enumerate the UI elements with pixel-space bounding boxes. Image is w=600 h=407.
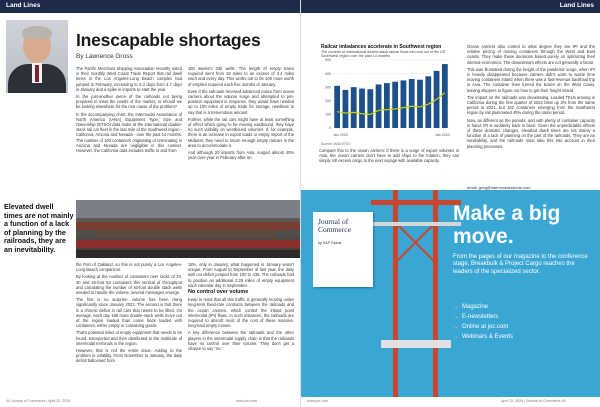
section-label-left: Land Lines: [6, 2, 41, 9]
paragraph: This was illustrated during the height of the pandemic surge, when IPI is heavily disappeared because carriers didn't want to waste time moving containers inland when there was a fast-revenue backhaul trip in Asia. The container lines turned the boxes on the West Coast, leaving shippers to figure out how to get their freight inland.: [467, 66, 595, 93]
arrow-icon: →: [453, 304, 459, 310]
footer-right: April 22, 2024 | Journal of Commerce 45: [501, 399, 566, 403]
article-headline: Inescapable shortages: [76, 30, 261, 50]
chart-source: Source: IANA ETSO: [321, 142, 351, 146]
section-label-right: Land Lines: [559, 2, 594, 9]
port-photo: [76, 200, 300, 258]
journal-title: Journal of Commerce: [318, 217, 351, 234]
ad-feature-item[interactable]: → Webinars & Events: [453, 334, 513, 340]
paragraph: A key difference between the railroads and the other players in the intermodal supply chain is that the railroads have no control over their volume. They don't get a chance to say "no.": [188, 330, 294, 352]
chart-bar: [401, 80, 407, 128]
author-tie: [35, 65, 39, 82]
chart-bar: [343, 90, 349, 128]
paragraph: Now, as different as the periods, and with plenty of container capacity in hand, IPI is suddenly back in favor. Given the unpredictable effects of these dramatic changes, elevated dwell times are not mainly a function of a lack of planning on the part of the railroads. They are an inevitability, and the railroads must take this into account in their planning processes.: [467, 117, 595, 149]
section-header-right: [301, 0, 600, 13]
author-hair: [22, 26, 52, 39]
advertisement: [301, 190, 600, 397]
bar-chart: [315, 56, 455, 140]
y-tick-label: 0: [329, 126, 331, 131]
y-tick-label: 100: [325, 112, 331, 117]
chart-bar: [425, 76, 431, 128]
paragraph: 18%, only in January, what happened in January wasn't unique. From August to September of last year, the daily well car deficit jumped from 100 to 436. The railroads had to position an additional 3.25 miles of empty equipment each calendar day in September.: [188, 262, 294, 288]
journal-cover: [313, 212, 373, 287]
chart-bar: [367, 89, 373, 128]
paragraph: Keep in mind that all this traffic is generally moving under long-term fixed-rate contracts between the railroads and the ocean carriers, which control the inland point intermodal (IPI) flows. In such instances, the railroads are required to absorb most of the cost of these massive, long-haul empty moves.: [188, 297, 294, 329]
chart-bar: [392, 82, 398, 128]
paragraph: Ocean carriers also control to what degree they are IPI and the relative pricing of moving containers through the West and East coasts. They make these decisions based purely on optimizing their internal economics. The downstream effects are not generally a factor.: [467, 44, 595, 65]
chart-bar: [334, 86, 340, 128]
chart-bar: [359, 89, 365, 128]
chart-bar: [351, 87, 357, 128]
paragraph: And although 20 imports from Asia, surged almost 40% year-over-year in February after an: [188, 150, 294, 161]
footer-url-left: www.joc.com: [236, 399, 257, 403]
ad-feature-item[interactable]: → E-newsletters: [453, 314, 499, 320]
paragraph: Further, while the rail cars might have at least something of effect which going to be moving eastbound, they have no such visibility on westbound volumes. If, for example, there is an increase in export loads or empty import of the Midwest, they need to return enough empty railcars in the area to accommodate it.: [188, 116, 294, 148]
paragraph: the Port of Oakland, so this is not purely a Los Angeles-Long Beach comparison.: [76, 262, 182, 273]
body-column-4: [188, 262, 294, 396]
chart-bar: [409, 79, 415, 128]
paragraph: That's potential miles of empty equipment that needs to be found, transported and then distributed to the multitude of intermodal terminals in the region.: [76, 330, 182, 346]
paragraph: 150 weeks's 335 wells. The length of empty trains required went from 18 miles to an excess of 3.4 miles each and every day. This works out to be 100 more worth of empties required each five months of January.: [188, 66, 294, 87]
section-subhead: No control over volume: [188, 289, 249, 296]
photo-sky: [76, 200, 300, 218]
paragraph: The first is no surprise: volume has been rising significantly since January 2023. The second is that there is a chronic deficit in rail cars that needs to be filled. On average, each day 198 more double-stack wells move out of the region loaded than come back loaded with containers, either empty or containing goods.: [76, 297, 182, 329]
footer-url-right: www.joc.com: [307, 399, 328, 403]
section-header-left: [0, 0, 300, 13]
journal-subtitle: by S&P Global: [318, 241, 342, 245]
chart-subtitle: The number of international double-stack railcar flows into and out of the US Southwest region over the past 14 months: [321, 50, 446, 58]
right-page: [300, 0, 600, 407]
author-photo: [6, 20, 68, 93]
arrow-icon: →: [453, 334, 459, 340]
ad-feature-item[interactable]: → Online at joc.com: [453, 324, 509, 330]
paragraph: In the accompanying chart, the Intermodal Association of North America (IANA) Equipment Type, Size and Ownership (ETSO) data looks at the international double-stack rail car fleet in the last mile of the Southwest region - California, Arizona and Nevada - over the past 14 months. The number of 100 containers originating or terminating in Arizona and Nevada are negligible in this context. However, the California data includes traffic to and from: [76, 111, 182, 154]
x-tick-label: Jan 2024: [435, 133, 450, 137]
ad-headline: Make a big move.: [453, 202, 561, 248]
ad-feature-item[interactable]: → Magazine: [453, 304, 489, 310]
container-stack: [76, 222, 300, 230]
chart-bar: [442, 64, 448, 128]
container-stack: [76, 240, 300, 248]
y-tick-label: 400: [325, 71, 331, 76]
container-stack: [96, 230, 276, 238]
chart-bar: [384, 83, 390, 128]
ad-feature-list: [453, 302, 513, 342]
footer-left: 44 Journal of Commerce | April 22, 2024: [6, 399, 71, 403]
arrow-icon: →: [453, 314, 459, 320]
ad-blurb: From the pages of our magazine to the conference stage, Breakbulk & Project Cargo reaches the leaders of the specialized sector.: [453, 254, 588, 275]
chart-bar: [376, 84, 382, 128]
y-tick-label: 500: [325, 58, 331, 63]
y-tick-label: 300: [325, 85, 331, 90]
body-column-right: [467, 44, 595, 184]
paragraph: Compare this to the ocean carriers: if there is a surge of export volumes in Asia, the ocean carriers don't have to add ships to the rotation; they can simply roll excess cargo to the next voyage with available capacity.: [319, 148, 459, 164]
pull-quote: Elevated dwell times are not mainly a function of a lack of planning by the railroads, they are an inevitability.: [4, 202, 74, 254]
chart-title: Railcar imbalances accelerate in Southwest region: [321, 44, 442, 50]
paragraph: However, that is not the entire issue. Adding to the problem is volatility. From November to January, the daily deficit ballooned from: [76, 348, 182, 364]
body-column-1: [76, 66, 182, 196]
chart-bar: [417, 80, 423, 128]
chart-caption: [319, 148, 459, 186]
paragraph: The Pacific Merchant Shipping Association recently noted in their monthly West Coast Trade Report that rail dwell times in the Los Angeles-Long Beach complex had jumped in February, increasing to 6.3 days from 4.7 days in January and a spike in imports to start the year.: [76, 66, 182, 92]
paragraph: In the just-another piece of the railroads not being prepared to meet the needs of the market, or should we be looking elsewhere for the root cause of the problem?: [76, 94, 182, 110]
y-tick-label: 200: [325, 99, 331, 103]
body-column-2: [188, 66, 294, 196]
x-tick-label: Jan 2023: [333, 133, 348, 137]
paragraph: The impact on the railroads was devastating. Loaded TEUs arriving in California during the first quarter of 2022 blew up 3% from the same period in 2021, but 182 containers emerging from the Southwest region by rail plummeted 45% during the same period.: [467, 94, 595, 116]
paragraph: Even if the railroads received advanced notice from ocean carriers about the volume surge and attempted to pre-position equipment in response, they would have needed up to 100 miles of empty trade for storage, needless to say that is a tremendous amount.: [188, 88, 294, 115]
paragraph: By looking at the number of containers over racks of 20, 40 and 45-foot 53 containers this vertical of throughput and calculating the number of 40-foot double stack wells needed to handle the volume, several messages emerge.: [76, 274, 182, 296]
body-column-3: [76, 262, 182, 396]
author-email: email: greg@intermodalreports.com: [467, 185, 531, 190]
rail-track: [76, 250, 300, 258]
article-byline: By Lawrence Gross: [76, 53, 133, 60]
arrow-icon: →: [453, 324, 459, 330]
